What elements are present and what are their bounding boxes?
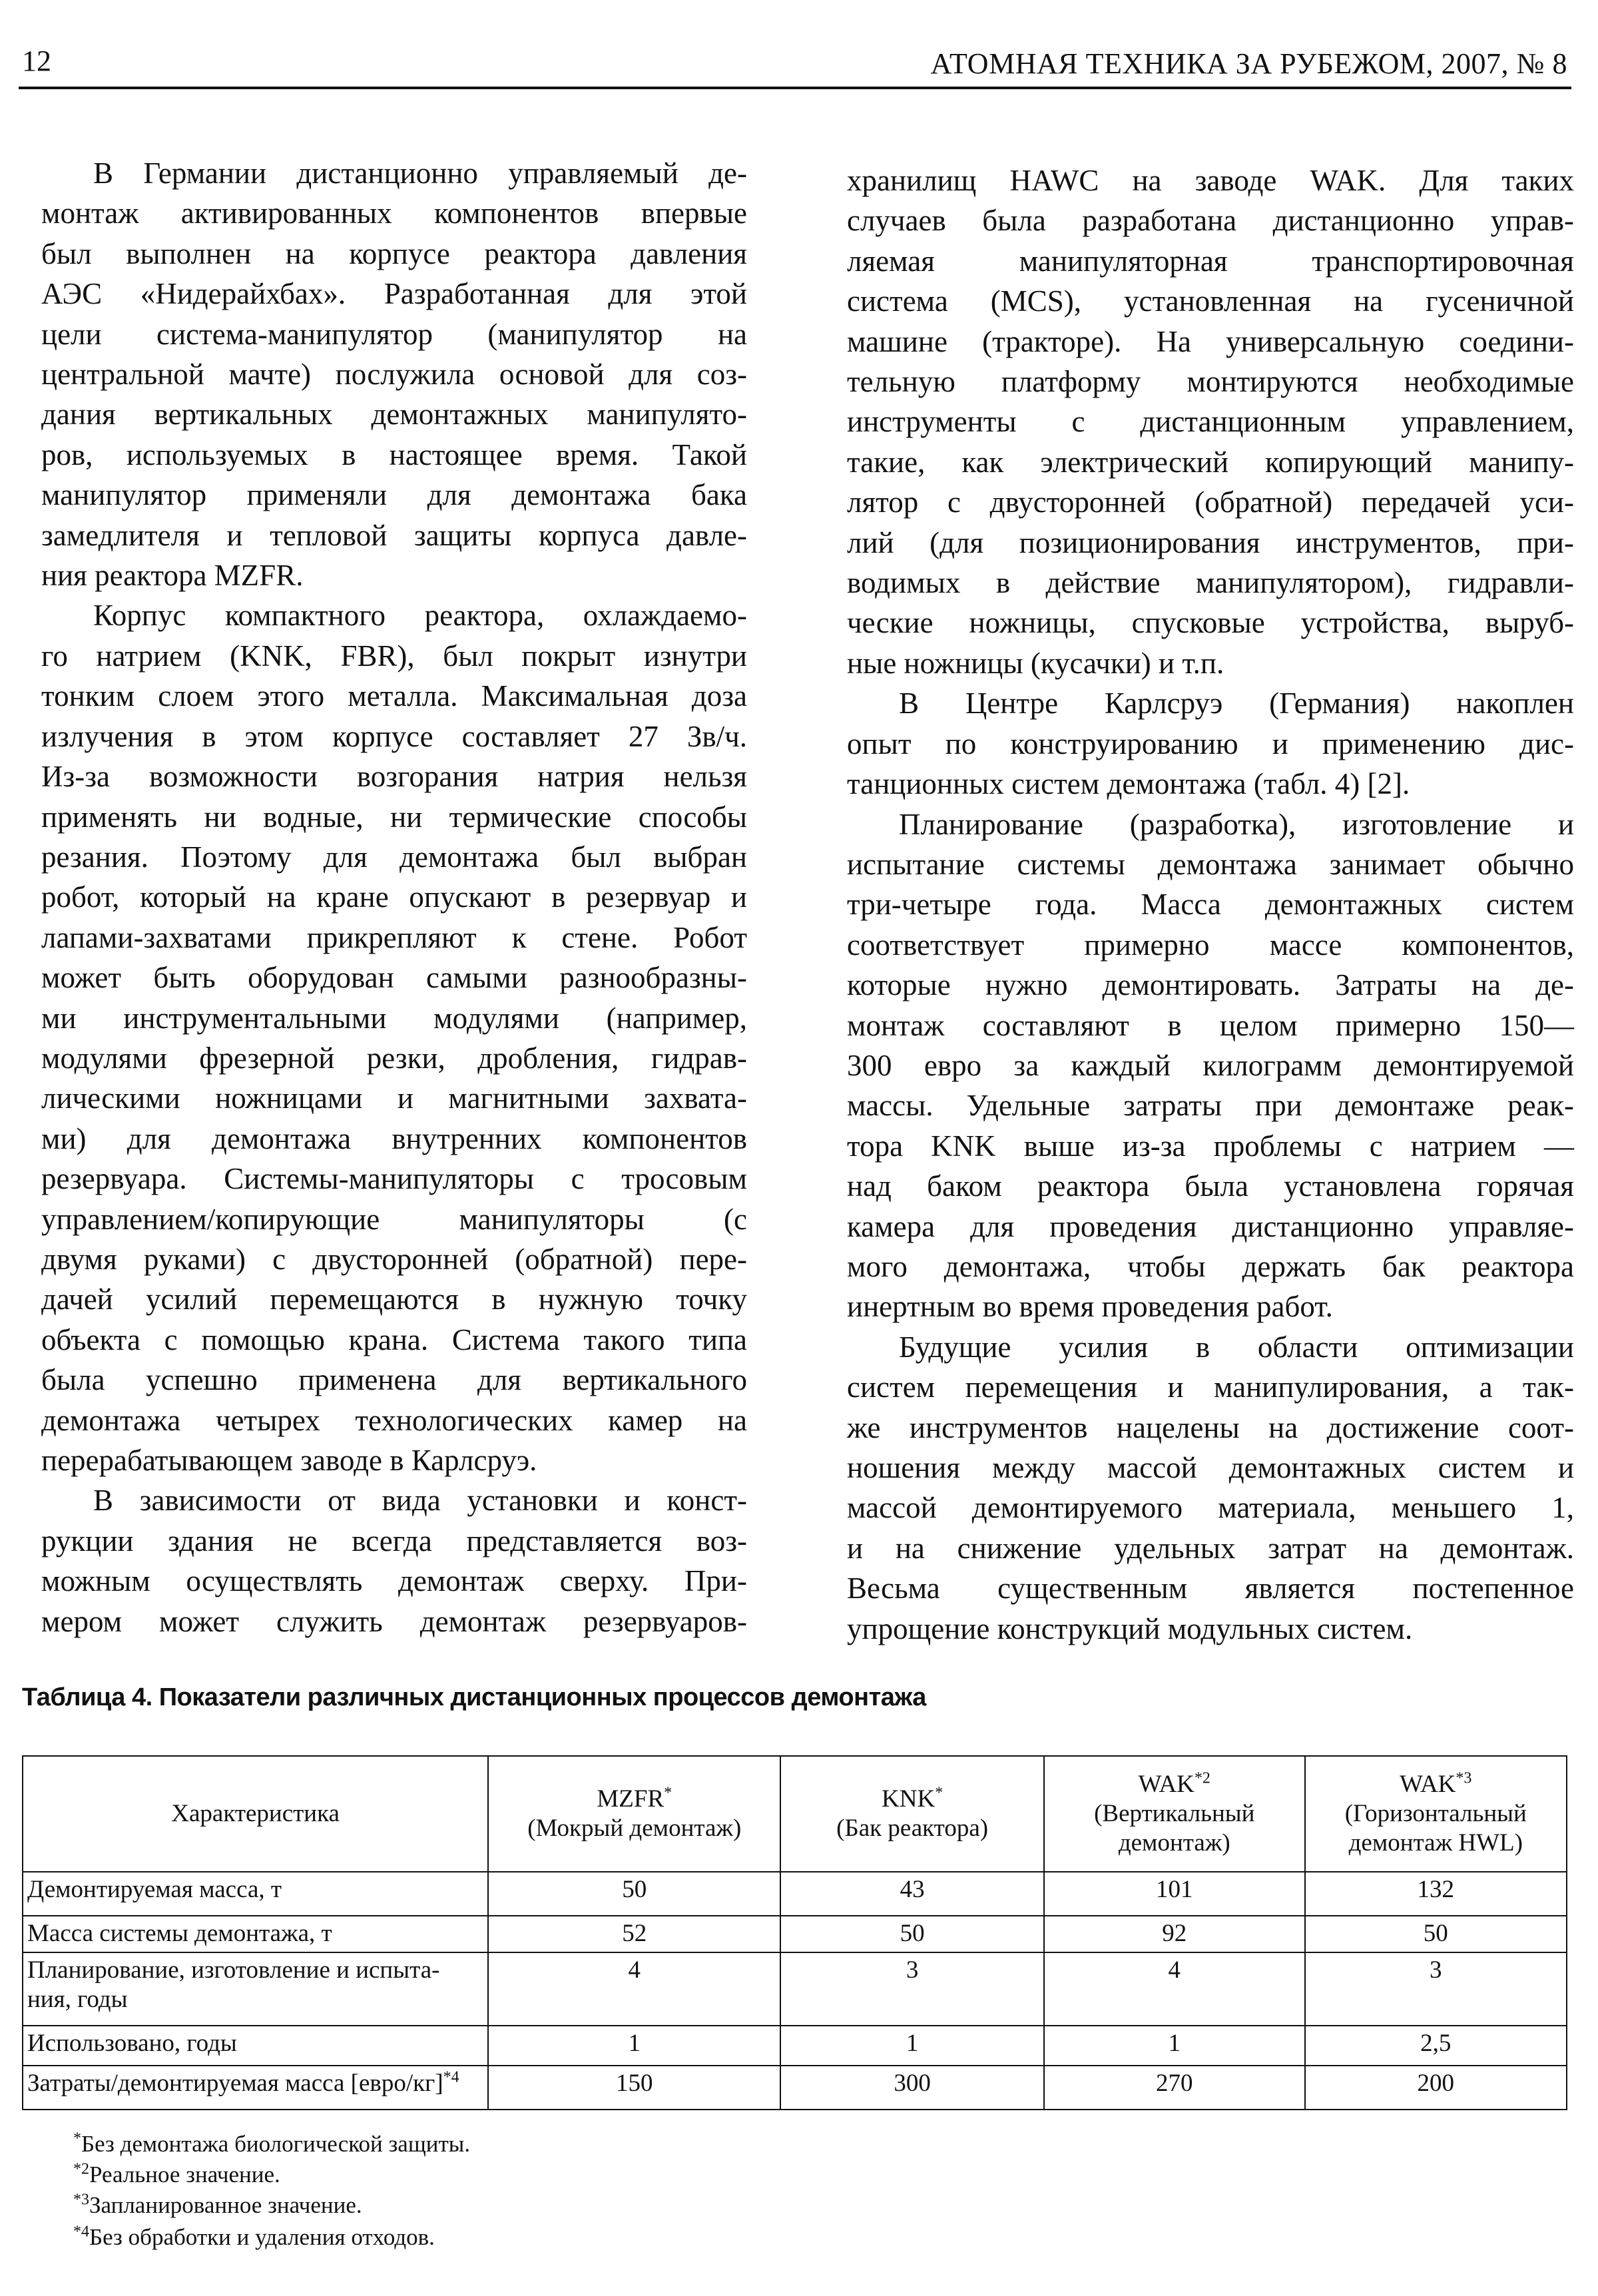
footnote-mark: *2 xyxy=(73,2160,89,2178)
footnote xyxy=(73,2131,470,2157)
text-line: случаев была разработана дистанционно управ- xyxy=(847,204,1574,238)
text-line: управлением/копирующие манипуляторы (с xyxy=(41,1202,747,1236)
value-cell: 1 xyxy=(488,2026,780,2066)
value-cell: 300 xyxy=(780,2066,1044,2110)
paragraph xyxy=(847,683,1574,804)
table-caption: Таблица 4. Показатели различных дистанционных процессов демонтажа xyxy=(22,1683,926,1711)
column-name: Характеристика xyxy=(171,1800,340,1827)
text-line: ми инструментальными модулями (например, xyxy=(41,1001,747,1035)
text-line: три-четыре года. Масса демонтажных систем xyxy=(847,888,1574,922)
footnote xyxy=(73,2224,435,2251)
column-name: MZFR xyxy=(597,1785,665,1813)
value-cell: 150 xyxy=(488,2066,780,2110)
row-label: Демонтируемая масса, т xyxy=(27,1876,282,1903)
text-line: Корпус компактного реактора, охлаждаемо- xyxy=(93,599,747,633)
text-line: рукции здания не всегда представляется воз- xyxy=(41,1524,747,1558)
text-line: лическими ножницами и магнитными захвата- xyxy=(41,1081,747,1115)
text-line: го натрием (KNK, FBR), был покрыт изнутри xyxy=(41,639,747,673)
row-label-cell xyxy=(23,1916,488,1952)
text-line: Планирование (разработка), изготовление и xyxy=(899,807,1574,841)
table-header-row xyxy=(23,1756,1567,1872)
paragraph xyxy=(41,595,747,1480)
column-header xyxy=(780,1756,1044,1872)
text-line: ми) для демонтажа внутренних компонентов xyxy=(41,1121,747,1155)
text-line: машине (тракторе). На универсальную соедини- xyxy=(847,324,1574,358)
text-line: лапами-захватами прикрепляют к стене. Робот xyxy=(41,920,747,954)
text-line: В зависимости от вида установки и конст- xyxy=(93,1484,747,1518)
column-name: WAK xyxy=(1138,1771,1195,1798)
column-subtitle: (Мокрый демонтаж) xyxy=(527,1815,742,1842)
text-line: АЭС «Нидерайхбах». Разработанная для этой xyxy=(41,277,747,311)
footnote-text: Без обработки и удаления отходов. xyxy=(89,2224,435,2250)
table-row xyxy=(23,1872,1567,1916)
header-rule xyxy=(19,87,1571,89)
column-name: WAK xyxy=(1400,1771,1456,1798)
text-line: перерабатывающем заводе в Карлсруэ. xyxy=(41,1444,537,1477)
table-row xyxy=(23,1952,1567,2026)
footnote-mark: *3 xyxy=(73,2191,89,2209)
text-line: ров, используемых в настоящее время. Такой xyxy=(41,437,747,471)
text-line: может быть оборудован самыми разнообразны- xyxy=(41,961,747,995)
footnote-mark: * xyxy=(664,1784,672,1802)
footnote-mark: *4 xyxy=(73,2223,89,2241)
text-line: мером может служить демонтаж резервуаров- xyxy=(41,1604,747,1638)
text-line: можным осуществлять демонтаж сверху. При- xyxy=(41,1564,747,1598)
text-line: такие, как электрический копирующий манипу- xyxy=(847,445,1574,479)
column-header xyxy=(1305,1756,1567,1872)
text-line: монтаж активированных компонентов впервые xyxy=(41,196,747,230)
text-line: испытание системы демонтажа занимает обычно xyxy=(847,847,1574,881)
row-label-cell xyxy=(23,1952,488,2026)
text-line: массы. Удельные затраты при демонтаже реак- xyxy=(847,1089,1574,1123)
value-cell: 50 xyxy=(488,1872,780,1916)
text-line: дачей усилий перемещаются в нужную точку xyxy=(41,1283,747,1316)
value-cell: 52 xyxy=(488,1916,780,1952)
row-label: Затраты/демонтируемая масса [евро/кг] xyxy=(27,2070,443,2097)
row-label-cell xyxy=(23,2026,488,2066)
text-line: опыт по конструированию и применению дис- xyxy=(847,726,1574,760)
text-line: танционных систем демонтажа (табл. 4) [2]. xyxy=(847,767,1410,801)
text-line: Из-за возможности возгорания натрия нельзя xyxy=(41,760,747,794)
table-row xyxy=(23,1916,1567,1952)
value-cell: 92 xyxy=(1044,1916,1305,1952)
column-name: KNK xyxy=(882,1785,935,1813)
text-line: водимых в действие манипулятором), гидравли- xyxy=(847,566,1574,600)
text-line: двумя руками) с двусторонней (обратной) пере- xyxy=(41,1242,747,1276)
paragraph xyxy=(847,1327,1574,1649)
text-line: был выполнен на корпусе реактора давления xyxy=(41,236,747,270)
text-line: упрощение конструкций модульных систем. xyxy=(847,1611,1413,1645)
right-text-column xyxy=(847,160,1574,1649)
text-line: система (MCS), установленная на гусеничной xyxy=(847,284,1574,318)
text-line: соответствует примерно массе компонентов, xyxy=(847,928,1574,962)
value-cell: 1 xyxy=(780,2026,1044,2066)
value-cell: 50 xyxy=(780,1916,1044,1952)
value-cell: 50 xyxy=(1305,1916,1567,1952)
text-line: тонким слоем этого металла. Максимальная доза xyxy=(41,679,747,713)
column-header xyxy=(1044,1756,1305,1872)
text-line: 300 евро за каждый килограмм демонтируемой xyxy=(847,1048,1574,1082)
paragraph xyxy=(41,153,747,595)
column-subtitle: (Вертикальный демонтаж) xyxy=(1094,1800,1255,1857)
text-line: тора KNK выше из-за проблемы с натрием — xyxy=(847,1129,1574,1163)
footnote-mark: *3 xyxy=(1456,1769,1472,1787)
text-line: В Германии дистанционно управляемый де- xyxy=(93,156,747,190)
value-cell: 43 xyxy=(780,1872,1044,1916)
text-line: цели система-манипулятор (манипулятор на xyxy=(41,317,747,351)
text-line: ные ножницы (кусачки) и т.п. xyxy=(847,646,1224,680)
table-row xyxy=(23,2066,1567,2110)
text-line: применять ни водные, ни термические способы xyxy=(41,800,747,834)
text-line: и на снижение удельных затрат на демонтаж. xyxy=(847,1531,1574,1565)
text-line: Будущие усилия в области оптимизации xyxy=(899,1330,1574,1364)
text-line: робот, который на кране опускают в резервуар и xyxy=(41,880,747,914)
value-cell: 101 xyxy=(1044,1872,1305,1916)
column-header xyxy=(488,1756,780,1872)
value-cell: 270 xyxy=(1044,2066,1305,2110)
data-table xyxy=(22,1755,1567,2110)
row-label: Масса системы демонтажа, т xyxy=(27,1920,332,1947)
text-line: камера для проведения дистанционно управляе- xyxy=(847,1209,1574,1243)
left-text-column xyxy=(41,153,747,1641)
text-line: мого демонтажа, чтобы держать бак реактора xyxy=(847,1249,1574,1283)
text-line: систем перемещения и манипулирования, а так- xyxy=(847,1370,1574,1404)
text-line: ния реактора MZFR. xyxy=(41,559,304,593)
text-line: ческие ножницы, спусковые устройства, выруб- xyxy=(847,606,1574,640)
value-cell: 3 xyxy=(780,1952,1044,2026)
journal-header: АТОМНАЯ ТЕХНИКА ЗА РУБЕЖОМ, 2007, № 8 xyxy=(930,47,1567,80)
footnote-text: Запланированное значение. xyxy=(89,2192,362,2218)
value-cell: 2,5 xyxy=(1305,2026,1567,2066)
footnote-mark: *4 xyxy=(443,2068,459,2086)
row-label: Планирование, изготовление и испыта-ния, годы xyxy=(27,1956,440,2013)
column-subtitle: (Бак реактора) xyxy=(836,1815,989,1842)
page-number: 12 xyxy=(22,45,51,77)
footnote-text: Без демонтажа биологической защиты. xyxy=(81,2131,471,2157)
text-line: манипулятор применяли для демонтажа бака xyxy=(41,478,747,512)
text-line: излучения в этом корпусе составляет 27 Зв/ч. xyxy=(41,719,747,753)
text-line: ношения между массой демонтажных систем и xyxy=(847,1451,1574,1484)
value-cell: 4 xyxy=(488,1952,780,2026)
text-line: инструменты с дистанционным управлением, xyxy=(847,405,1574,439)
paragraph xyxy=(847,804,1574,1327)
text-line: резервуара. Системы-манипуляторы с тросовым xyxy=(41,1162,747,1196)
paragraph xyxy=(41,1480,747,1641)
value-cell: 1 xyxy=(1044,2026,1305,2066)
row-label: Использовано, годы xyxy=(27,2030,237,2057)
text-line: инертным во время проведения работ. xyxy=(847,1290,1333,1324)
text-line: модулями фрезерной резки, дробления, гидрав- xyxy=(41,1041,747,1075)
text-line: хранилищ HAWC на заводе WAK. Для таких xyxy=(847,164,1574,197)
table-row xyxy=(23,2026,1567,2066)
footnote xyxy=(73,2192,362,2219)
text-line: была успешно применена для вертикального xyxy=(41,1363,747,1397)
row-label-cell xyxy=(23,2066,488,2110)
text-line: массой демонтируемого материала, меньшего 1, xyxy=(847,1491,1574,1525)
column-header-characteristic xyxy=(23,1756,488,1872)
text-line: дания вертикальных демонтажных манипулято- xyxy=(41,398,747,431)
text-line: демонтажа четырех технологических камер на xyxy=(41,1403,747,1437)
text-line: замедлителя и тепловой защиты корпуса давле- xyxy=(41,518,747,552)
row-label-cell xyxy=(23,1872,488,1916)
value-cell: 4 xyxy=(1044,1952,1305,2026)
text-line: лий (для позиционирования инструментов, при- xyxy=(847,525,1574,559)
value-cell: 200 xyxy=(1305,2066,1567,2110)
text-line: над баком реактора была установлена горячая xyxy=(847,1169,1574,1203)
text-line: резания. Поэтому для демонтажа был выбран xyxy=(41,840,747,874)
text-line: которые нужно демонтировать. Затраты на де- xyxy=(847,968,1574,1002)
text-line: лятор с двусторонней (обратной) передачей уси- xyxy=(847,485,1574,519)
paragraph xyxy=(847,160,1574,683)
value-cell: 132 xyxy=(1305,1872,1567,1916)
footnote-mark: * xyxy=(935,1784,943,1802)
text-line: В Центре Карлсруэ (Германия) накоплен xyxy=(899,687,1574,720)
text-line: ляемая манипуляторная транспортировочная xyxy=(847,244,1574,278)
text-line: Весьма существенным является постепенное xyxy=(847,1572,1574,1605)
column-subtitle: (Горизонтальный демонтаж HWL) xyxy=(1344,1800,1527,1857)
footnote xyxy=(73,2161,280,2188)
text-line: монтаж составляют в целом примерно 150— xyxy=(847,1008,1574,1042)
text-line: центральной мачте) послужила основой для соз- xyxy=(41,358,747,392)
footnote-mark: *2 xyxy=(1194,1769,1210,1787)
value-cell: 3 xyxy=(1305,1952,1567,2026)
text-line: же инструментов нацелены на достижение соот- xyxy=(847,1410,1574,1444)
text-line: объекта с помощью крана. Система такого типа xyxy=(41,1322,747,1356)
text-line: тельную платформу монтируются необходимые xyxy=(847,365,1574,399)
footnote-text: Реальное значение. xyxy=(89,2161,280,2187)
footnote-mark: * xyxy=(73,2130,81,2148)
